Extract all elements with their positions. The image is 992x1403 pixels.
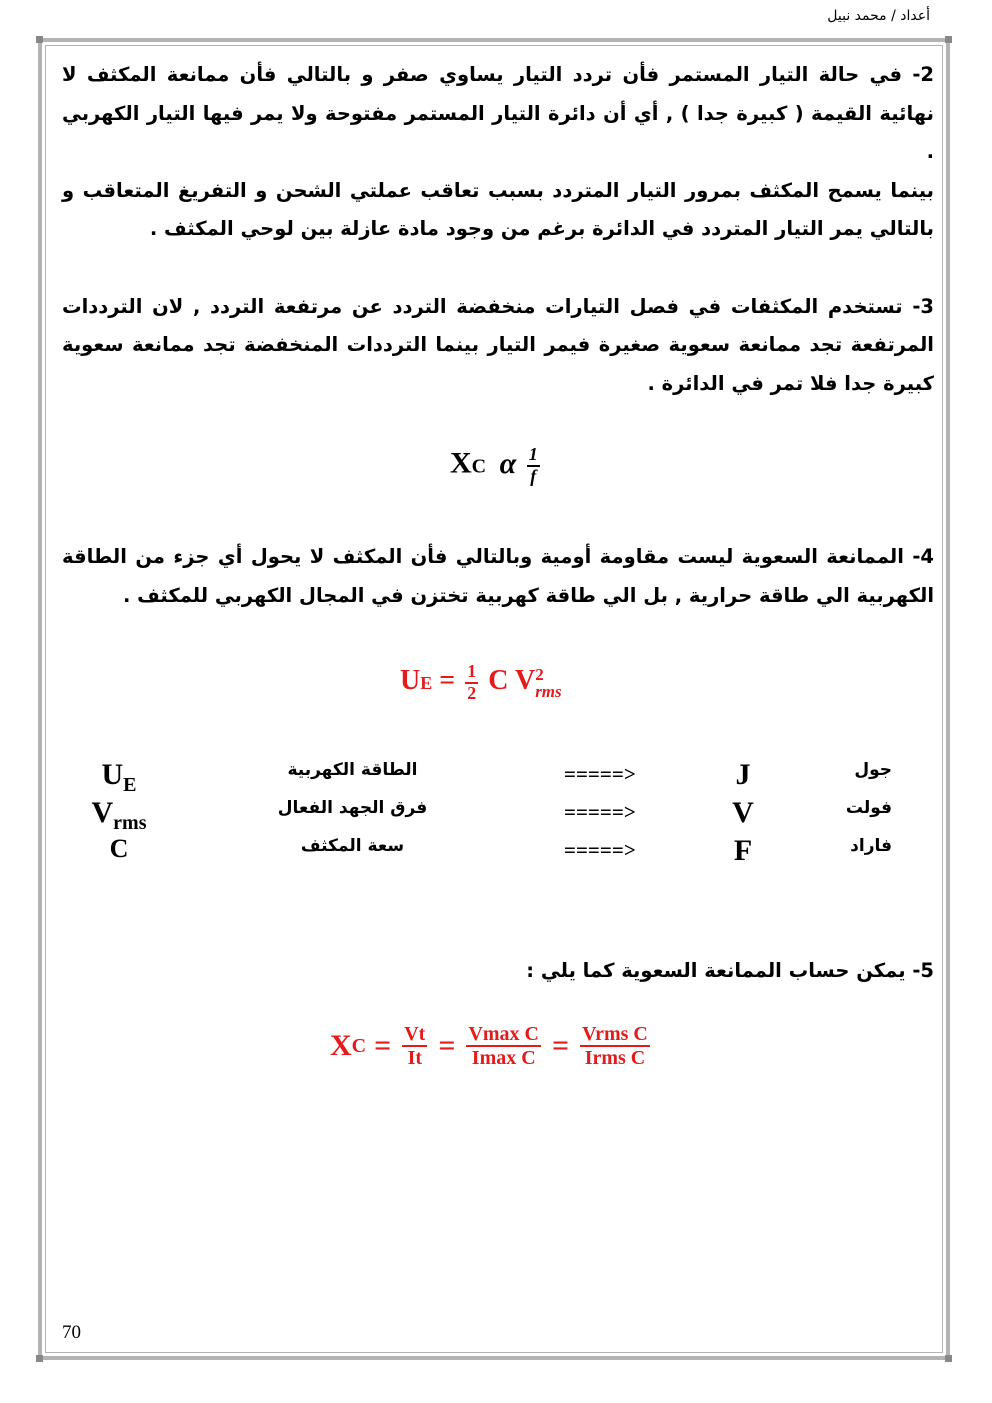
unit-symbol: J: [735, 758, 751, 791]
formula-xc-lhs: X: [450, 446, 472, 480]
paragraph-2-dc: 2- في حالة التيار المستمر فأن تردد التيار يساوي صفر و بالتالي فأن ممانعة المكثف لا نهائية القيمة ( كبيرة جدا ) , أي أن دائرة التيار المستمر مفتوحة ولا يمر فيها التيار الكهربي .: [62, 63, 934, 163]
formula-xc-proportional: [450, 445, 543, 487]
formula-energy-v-sup: 2: [535, 664, 544, 684]
formula-xc2-equals-3: =: [552, 1029, 570, 1062]
unit-arrow: =====>: [564, 762, 636, 786]
formula-xc-numerator: 1: [527, 445, 540, 467]
paragraph-2-ac: بينما يسمح المكثف بمرور التيار المتردد بسبب تعاقب عملتي الشحن و التفريغ المتعاقب و بالتالي يمر التيار المتردد في الدائرة برغم من وجود مادة عازلة بين لوحي المكثف .: [62, 178, 934, 240]
unit-row-energy: [0, 758, 992, 798]
formula-energy-equals: =: [439, 665, 456, 697]
formula-xc2-lhs: X: [330, 1029, 352, 1062]
page-content: [62, 56, 934, 403]
formula-xc-calculation: [330, 1023, 653, 1069]
unit-quantity-name: الطاقة الكهربية: [287, 760, 418, 780]
formula-xc2-f3-den: Irms C: [584, 1047, 646, 1069]
unit-quantity-name: فرق الجهد الفعال: [277, 798, 428, 818]
page-content-3: [62, 952, 934, 991]
unit-quantity-symbol: C: [109, 834, 129, 863]
formula-energy-den: 2: [467, 682, 477, 703]
unit-name: فولت: [845, 798, 892, 818]
formula-energy-num: 1: [465, 662, 478, 684]
formula-xc2-f1-den: It: [407, 1047, 423, 1069]
unit-name: فاراد: [850, 836, 892, 856]
proportional-symbol: α: [499, 446, 517, 480]
author-credit: أعداد / محمد نبيل: [827, 8, 930, 24]
unit-quantity-symbol: $U_E$: [101, 758, 137, 796]
page-number: 70: [62, 1322, 81, 1343]
formula-energy: [400, 662, 562, 704]
formula-energy-v: V: [514, 665, 536, 697]
unit-arrow: =====>: [564, 800, 636, 824]
formula-xc2-lhs-sub: C: [351, 1034, 367, 1057]
formula-energy-c: C: [488, 665, 509, 697]
formula-xc2-f2-num: Vmax C: [468, 1023, 539, 1045]
formula-xc2-f1-num: Vt: [404, 1023, 426, 1045]
paragraph-4: 4- الممانعة السعوية ليست مقاومة أومية وبالتالي فأن المكثف لا يحول أي جزء من الطاقة الكهربية الي طاقة حرارية , بل الي طاقة كهربية تختزن في المجال الكهربي للمكثف .: [62, 545, 934, 607]
page-content-2: [62, 538, 934, 615]
formula-xc-lhs-sub: C: [471, 455, 487, 478]
unit-symbol: F: [733, 834, 753, 867]
formula-energy-lhs-sub: E: [420, 673, 433, 694]
unit-quantity-name: سعة المكثف: [300, 836, 405, 856]
formula-xc2-equals-2: =: [438, 1029, 456, 1062]
formula-xc2-equals: =: [374, 1029, 392, 1062]
unit-row-voltage: [0, 796, 992, 836]
formula-xc2-f2-den: Imax C: [471, 1047, 536, 1069]
unit-quantity-symbol: $V_{rms}$: [91, 796, 147, 834]
formula-energy-v-sub: rms: [535, 681, 562, 701]
unit-symbol: V: [732, 796, 754, 829]
paragraph-3: 3- تستخدم المكثفات في فصل التيارات منخفضة التردد عن مرتفعة التردد , لان الترددات المرتفعة تجد ممانعة سعوية صغيرة فيمر التيار بينما الترددات المنخفضة تجد ممانعة سعوية كبيرة جدا فلا تمر في الدائرة .: [62, 294, 934, 395]
unit-name: جول: [854, 760, 892, 780]
unit-row-capacitance: [0, 834, 992, 874]
formula-xc2-f3-num: Vrms C: [582, 1023, 648, 1045]
unit-arrow: =====>: [564, 838, 636, 862]
formula-xc-denominator: f: [530, 465, 537, 486]
formula-energy-lhs: U: [400, 665, 421, 697]
paragraph-5: 5- يمكن حساب الممانعة السعوية كما يلي :: [526, 959, 934, 982]
